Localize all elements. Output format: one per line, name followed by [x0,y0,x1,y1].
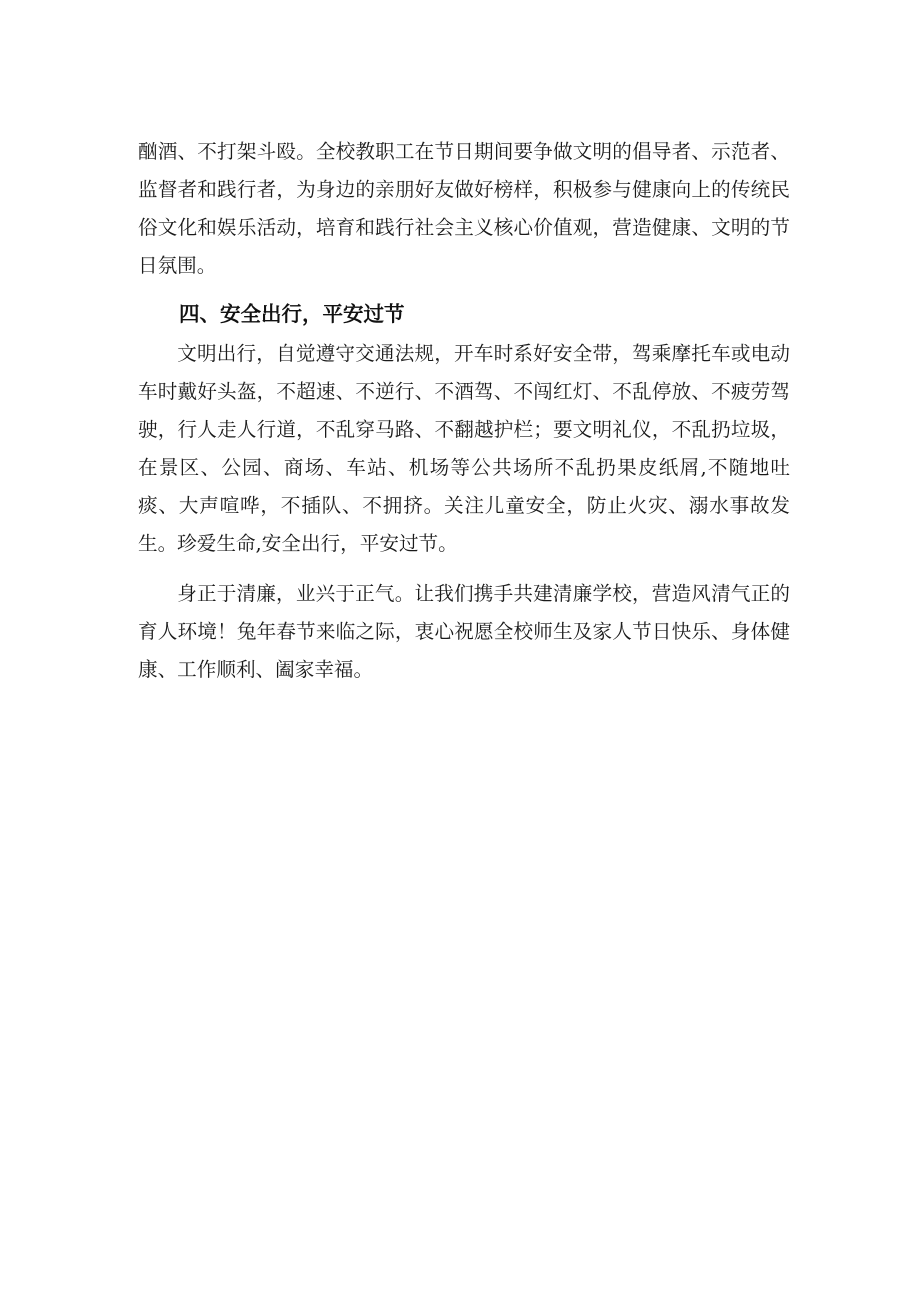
document-body [138,133,790,689]
paragraph-closing: 身正于清廉，业兴于正气。让我们携手共建清廉学校，营造风清气正的育人环境！兔年春节来临之际，衷心祝愿全校师生及家人节日快乐、身体健康、工作顺利、阖家幸福。 [138,582,790,681]
paragraph-continued: 酗酒、不打架斗殴。全校教职工在节日期间要争做文明的倡导者、示范者、监督者和践行者，为身边的亲朋好友做好榜样，积极参与健康向上的传统民俗文化和娱乐活动，培育和践行社会主义核心价值观，营造健康、文明的节日氛围。 [138,140,790,277]
section-heading: 四、安全出行，平安过节 [179,302,405,326]
paragraph-safe-travel: 文明出行，自觉遵守交通法规，开车时系好安全带，驾乘摩托车或电动车时戴好头盔，不超速、不逆行、不酒驾、不闯红灯、不乱停放、不疲劳驾驶，行人走人行道，不乱穿马路、不翻越护栏；要文明礼仪，不乱扔垃圾，在景区、公园、商场、车站、机场等公共场所不乱扔果皮纸屑,不随地吐痰、大声喧哗，不插队、不拥挤。关注儿童安全，防止火灾、溺水事故发生。珍爱生命,安全出行，平安过节。 [138,342,790,555]
